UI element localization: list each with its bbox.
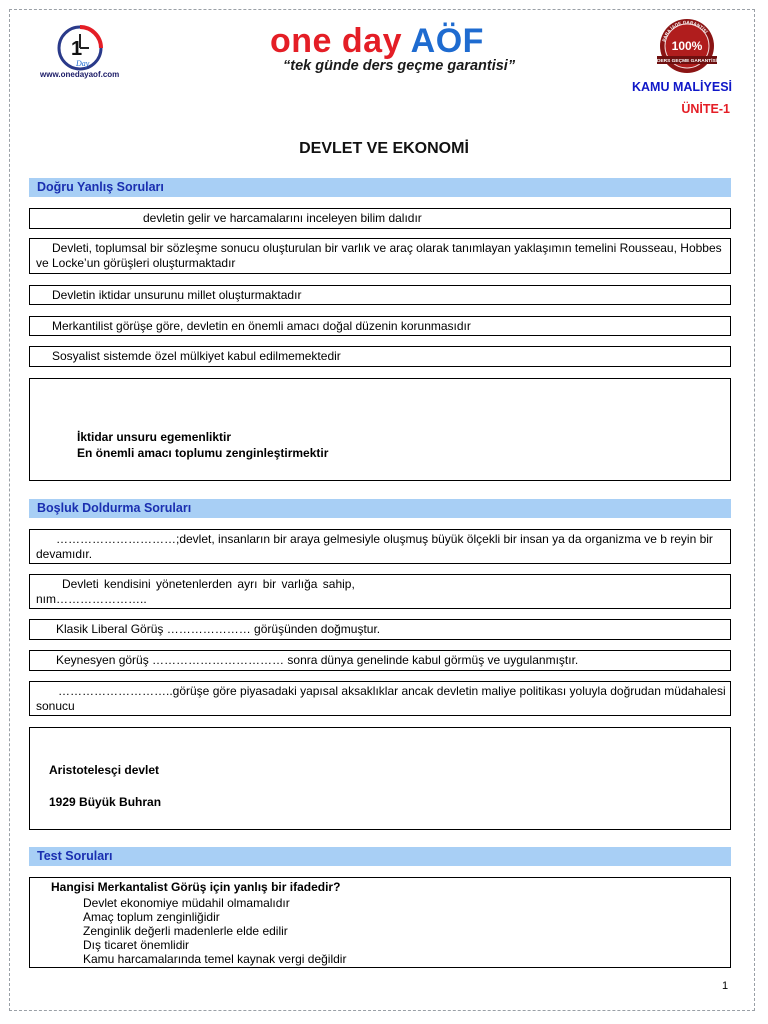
tf-question-1 (29, 208, 731, 229)
seal-top-text: PARA İADE GARANTİSİ (661, 19, 709, 43)
brand-tagline: “tek günde ders geçme garantisi” (283, 58, 516, 74)
question-text: Devletin iktidar unsurunu millet oluşturmaktadır (52, 288, 302, 302)
question-text: Klasik Liberal Görüş ………………… görüşünden doğmuştur. (56, 622, 381, 636)
fb-question-1 (29, 529, 731, 564)
section-title: Boşluk Doldurma Soruları (37, 501, 192, 515)
unit-label: ÜNİTE-1 (681, 102, 730, 116)
fb-question-4 (29, 650, 731, 671)
option-item: Devlet ekonomiye müdahil olmamalıdır (83, 896, 290, 910)
brand-aof: AÖF (410, 22, 484, 60)
fb-question-5 (29, 681, 731, 716)
section-header-true-false (29, 178, 731, 197)
answer-line: Aristotelesçi devlet (49, 763, 160, 777)
question-text: devletin gelir ve harcamalarını inceleyen bilim dalıdır (143, 211, 422, 225)
section-header-fill-blank (29, 499, 731, 518)
page-number: 1 (722, 980, 729, 992)
section-header-test (29, 847, 731, 866)
option-item: Zenginlik değerli madenlerle elde edilir (83, 924, 288, 938)
brand-one-day: one day (270, 22, 411, 60)
tf-question-5 (29, 346, 731, 367)
question-text: Devleti, toplumsal bir sözleşme sonucu oluşturulan bir varlık ve araç olarak tanımlayan yaklaşımın temelini Rousseau, Hobbes ve Locke’un görüşleri oluşturmaktadır (36, 241, 722, 270)
question-text: …………………………;devlet, insanların bir araya gelmesiyle oluşmuş büyük ölçekli bir insan ya da organizma ve b reyin bir devamıdır. (36, 532, 713, 561)
svg-text:1: 1 (71, 38, 83, 60)
guarantee-seal-icon (655, 16, 719, 80)
option-item: Amaç toplum zenginliğidir (83, 910, 220, 924)
option-item: Kamu harcamalarında temel kaynak vergi değildir (83, 952, 347, 966)
course-name: KAMU MALİYESİ (632, 80, 732, 94)
section-title: Test Soruları (37, 849, 113, 863)
question-text-cont: nım………………….. (36, 592, 147, 606)
tf-question-2 (29, 238, 731, 274)
question-text: Sosyalist sistemde özel mülkiyet kabul edilmemektedir (52, 349, 341, 363)
brand-logo (270, 22, 484, 61)
answer-line: En önemli amacı toplumu zenginleştirmektir (77, 446, 329, 460)
tf-answer-box (29, 378, 731, 481)
answer-line: 1929 Büyük Buhran (49, 795, 162, 809)
question-text: Devleti kendisini yönetenlerden ayrı bir varlığa sahip, (62, 577, 355, 591)
answer-line: İktidar unsuru egemenliktir (77, 430, 232, 444)
page-title: DEVLET VE EKONOMİ (299, 140, 469, 157)
tf-question-3 (29, 285, 731, 305)
test-question-1 (29, 877, 731, 968)
fb-answer-box (29, 727, 731, 830)
question-text: Hangisi Merkantalist Görüş için yanlış bir ifadedir? (51, 880, 341, 894)
logo-day-text: Day (76, 59, 90, 68)
fb-question-2 (29, 574, 731, 609)
question-text: ………………………..görüşe göre piyasadaki yapısal aksaklıklar ancak devletin maliye politikası yoluyla doğrudan müdahalesi sonucu (36, 684, 726, 713)
question-text: Keynesyen görüş …………………………… sonra dünya genelinde kabul görmüş ve uygulanmıştır. (56, 653, 579, 667)
site-url[interactable]: www.onedayaof.com (40, 70, 120, 79)
seal-percent: 100% (671, 39, 703, 53)
clock-logo-icon (54, 22, 106, 74)
section-title: Doğru Yanlış Soruları (37, 180, 164, 194)
seal-ribbon-text: DERS GEÇME GARANTİSİ (657, 59, 717, 64)
option-item: Dış ticaret önemlidir (83, 938, 190, 952)
tf-question-4 (29, 316, 731, 336)
fb-question-3 (29, 619, 731, 640)
question-text: Merkantilist görüşe göre, devletin en önemli amacı doğal düzenin korunmasıdır (52, 319, 471, 333)
